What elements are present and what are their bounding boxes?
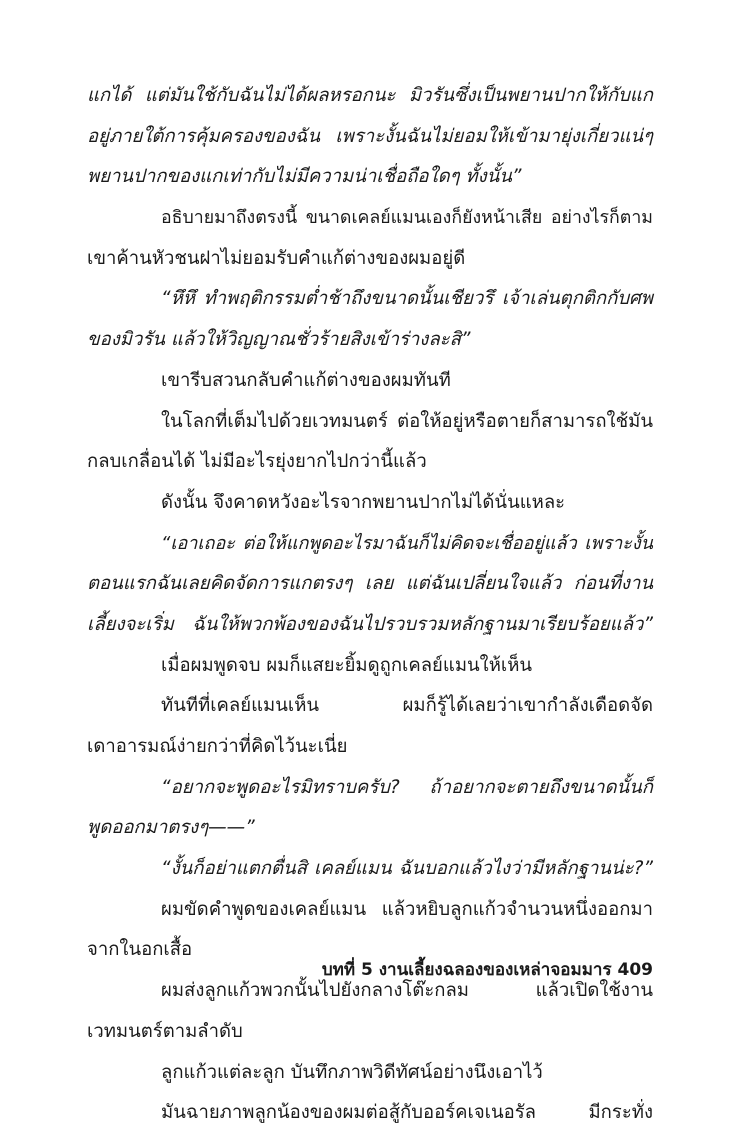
text-line: อยู่ภายใต้การคุ้มครองของฉัน เพราะงั้นฉันไม่ยอมให้เข้ามายุ่งเกี่ยวแน่ๆ [87,125,653,147]
text-line: เวทมนตร์ตามลำดับ [87,1020,243,1042]
text-line: กลบเกลื่อนได้ ไม่มีอะไรยุ่งยากไปกว่านี้แล้ว [87,451,427,473]
text-line: ในโลกที่เต็มไปด้วยเวทมนตร์ ต่อให้อยู่หรือตายก็สามารถใช้มัน [161,410,653,432]
text-line: ลูกแก้วแต่ละลูก บันทึกภาพวิดีทัศน์อย่างนึงเอาไว้ [161,1061,543,1083]
text-line: พยานปากของแกเท่ากับไม่มีความน่าเชื่อถือใดๆ ทั้งนั้น” [87,166,522,188]
text-line: พูดออกมาตรงๆ——” [87,817,255,839]
text-line: แกได้ แต่มันใช้กับฉันไม่ได้ผลหรอกนะ มิวรันซึ่งเป็นพยานปากให้กับแก [87,85,653,106]
text-line: ดังนั้น จึงคาดหวังอะไรจากพยานปากไม่ได้นั่นแหละ [161,491,566,513]
text-line: ผมส่งลูกแก้วพวกนั้นไปยังกลางโต๊ะกลม แล้วเปิดใช้งาน [161,980,653,1002]
text-line: “เอาเถอะ ต่อให้แกพูดอะไรมาฉันก็ไม่คิดจะเชื่ออยู่แล้ว เพราะงั้น [161,532,653,554]
text-line: ของมิวรัน แล้วให้วิญญาณชั่วร้ายสิงเข้าร่างละสิ” [87,329,471,351]
text-line: ผมขัดคำพูดของเคลย์แมน แล้วหยิบลูกแก้วจำนวนหนึ่งออกมา [161,898,653,920]
text-line: เดาอารมณ์ง่ายกว่าที่คิดไว้นะเนี่ย [87,736,348,757]
text-line: ตอนแรกฉันเลยคิดจัดการแกตรงๆ เลย แต่ฉันเปลี่ยนใจแล้ว ก่อนที่งาน [87,573,653,595]
text-line: เลี้ยงจะเริ่ม ฉันให้พวกพ้องของฉันไปรวบรวมหลักฐานมาเรียบร้อยแล้ว” [87,613,653,635]
text-line: “อยากจะพูดอะไรมิทราบครับ? ถ้าอยากจะตายถึงขนาดนั้นก็ [161,776,653,798]
text-line: “งั้นก็อย่าแตกตื่นสิ เคลย์แมน ฉันบอกแล้วไงว่ามีหลักฐานน่ะ?” [161,858,653,880]
text-line: จากในอกเสื้อ [87,939,193,961]
text-line: เขาค้านหัวชนฝาไม่ยอมรับคำแก้ต่างของผมอยู่ดี [87,247,466,269]
text-line: ทันทีที่เคลย์แมนเห็น ผมก็รู้ได้เลยว่าเขากำลังเดือดจัด [161,695,653,717]
text-line: มันฉายภาพลูกน้องของผมต่อสู้กับออร์คเจเนอรัล มีกระทั่ง [161,1102,653,1124]
text-line: อธิบายมาถึงตรงนี้ ขนาดเคลย์แมนเองก็ยังหน้าเสีย อย่างไรก็ตาม [161,208,653,229]
text-line: เขารีบสวนกลับคำแก้ต่างของผมทันที [161,369,451,391]
text-line: “หึหึ ทำพฤติกรรมต่ำช้าถึงขนาดนั้นเชียวรึ เจ้าเล่นตุกติกกับศพ [161,288,653,310]
page-footer [87,955,653,985]
chapter-title-page-number: บทที่ 5 งานเลี้ยงฉลองของเหล่าจอมมาร 409 [321,960,653,980]
text-line: เมื่อผมพูดจบ ผมก็แสยะยิ้มดูถูกเคลย์แมนให้เห็น [161,654,533,676]
